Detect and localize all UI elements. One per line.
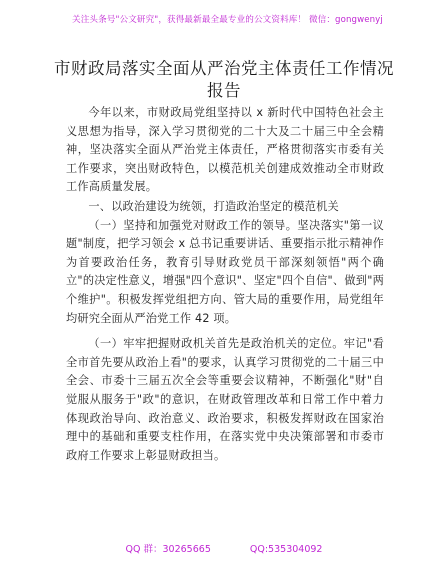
footer-qq-group: QQ 群：30265665 [125,544,211,555]
intro-paragraph: 今年以来，市财政局党组坚持以 x 新时代中国特色社会主义思想为指导，深入学习贯彻党的二十大及二十届三中全会精神，坚决落实全面从严治党主体责任，严格贯彻落实市委有关工作要求，突出财政特色，以模范机关创建成效推动全市财政工作高质量发展。 [66,106,384,194]
document-title-line-1: 市财政局落实全面从严治党主体责任工作情况 [54,59,394,78]
document-body [66,104,384,465]
document-title-line-2: 报告 [207,81,241,100]
document-title [40,58,408,102]
subsection-paragraph-2: （一）牢牢把握财政机关首先是政治机关的定位。牢记"看全市首先要从政治上看"的要求，认真学习贯彻党的二十届三中全会、市委十三届五次全会等重要会议精神，不断强化"财"自觉服从服务于"政"的意识，在财政管理改革和日常工作中着力体现政治导向、政治意义、政治要求，积极发挥财政在国家治理中的基础和重要支柱作用，在落实党中央决策部署和市委市政府工作要求上彰显财政担当。 [66,337,384,462]
top-banner: 关注头条号"公文研究"，获得最新最全最专业的公文资料库！ 微信：gongwenyj [72,15,383,25]
section-heading: 一、以政治建设为统领，打造政治坚定的模范机关 [88,199,339,213]
footer [0,541,448,555]
footer-qq: QQ:535304092 [249,544,323,555]
subsection-paragraph-1: （一）坚持和加强党对财政工作的领导。坚决落实"第一议题"制度，把学习领会 x 总书记重要讲话、重要指示批示精神作为首要政治任务，教育引导财政党员干部深刻领悟"两个确立"的决定性意义，增强"四个意识"、坚定"四个自信"、做到"两个维护"。积极发挥党组把方向、管大局的重要作用，局党组年均研究全面从严治党工作 42 项。 [66,218,384,325]
